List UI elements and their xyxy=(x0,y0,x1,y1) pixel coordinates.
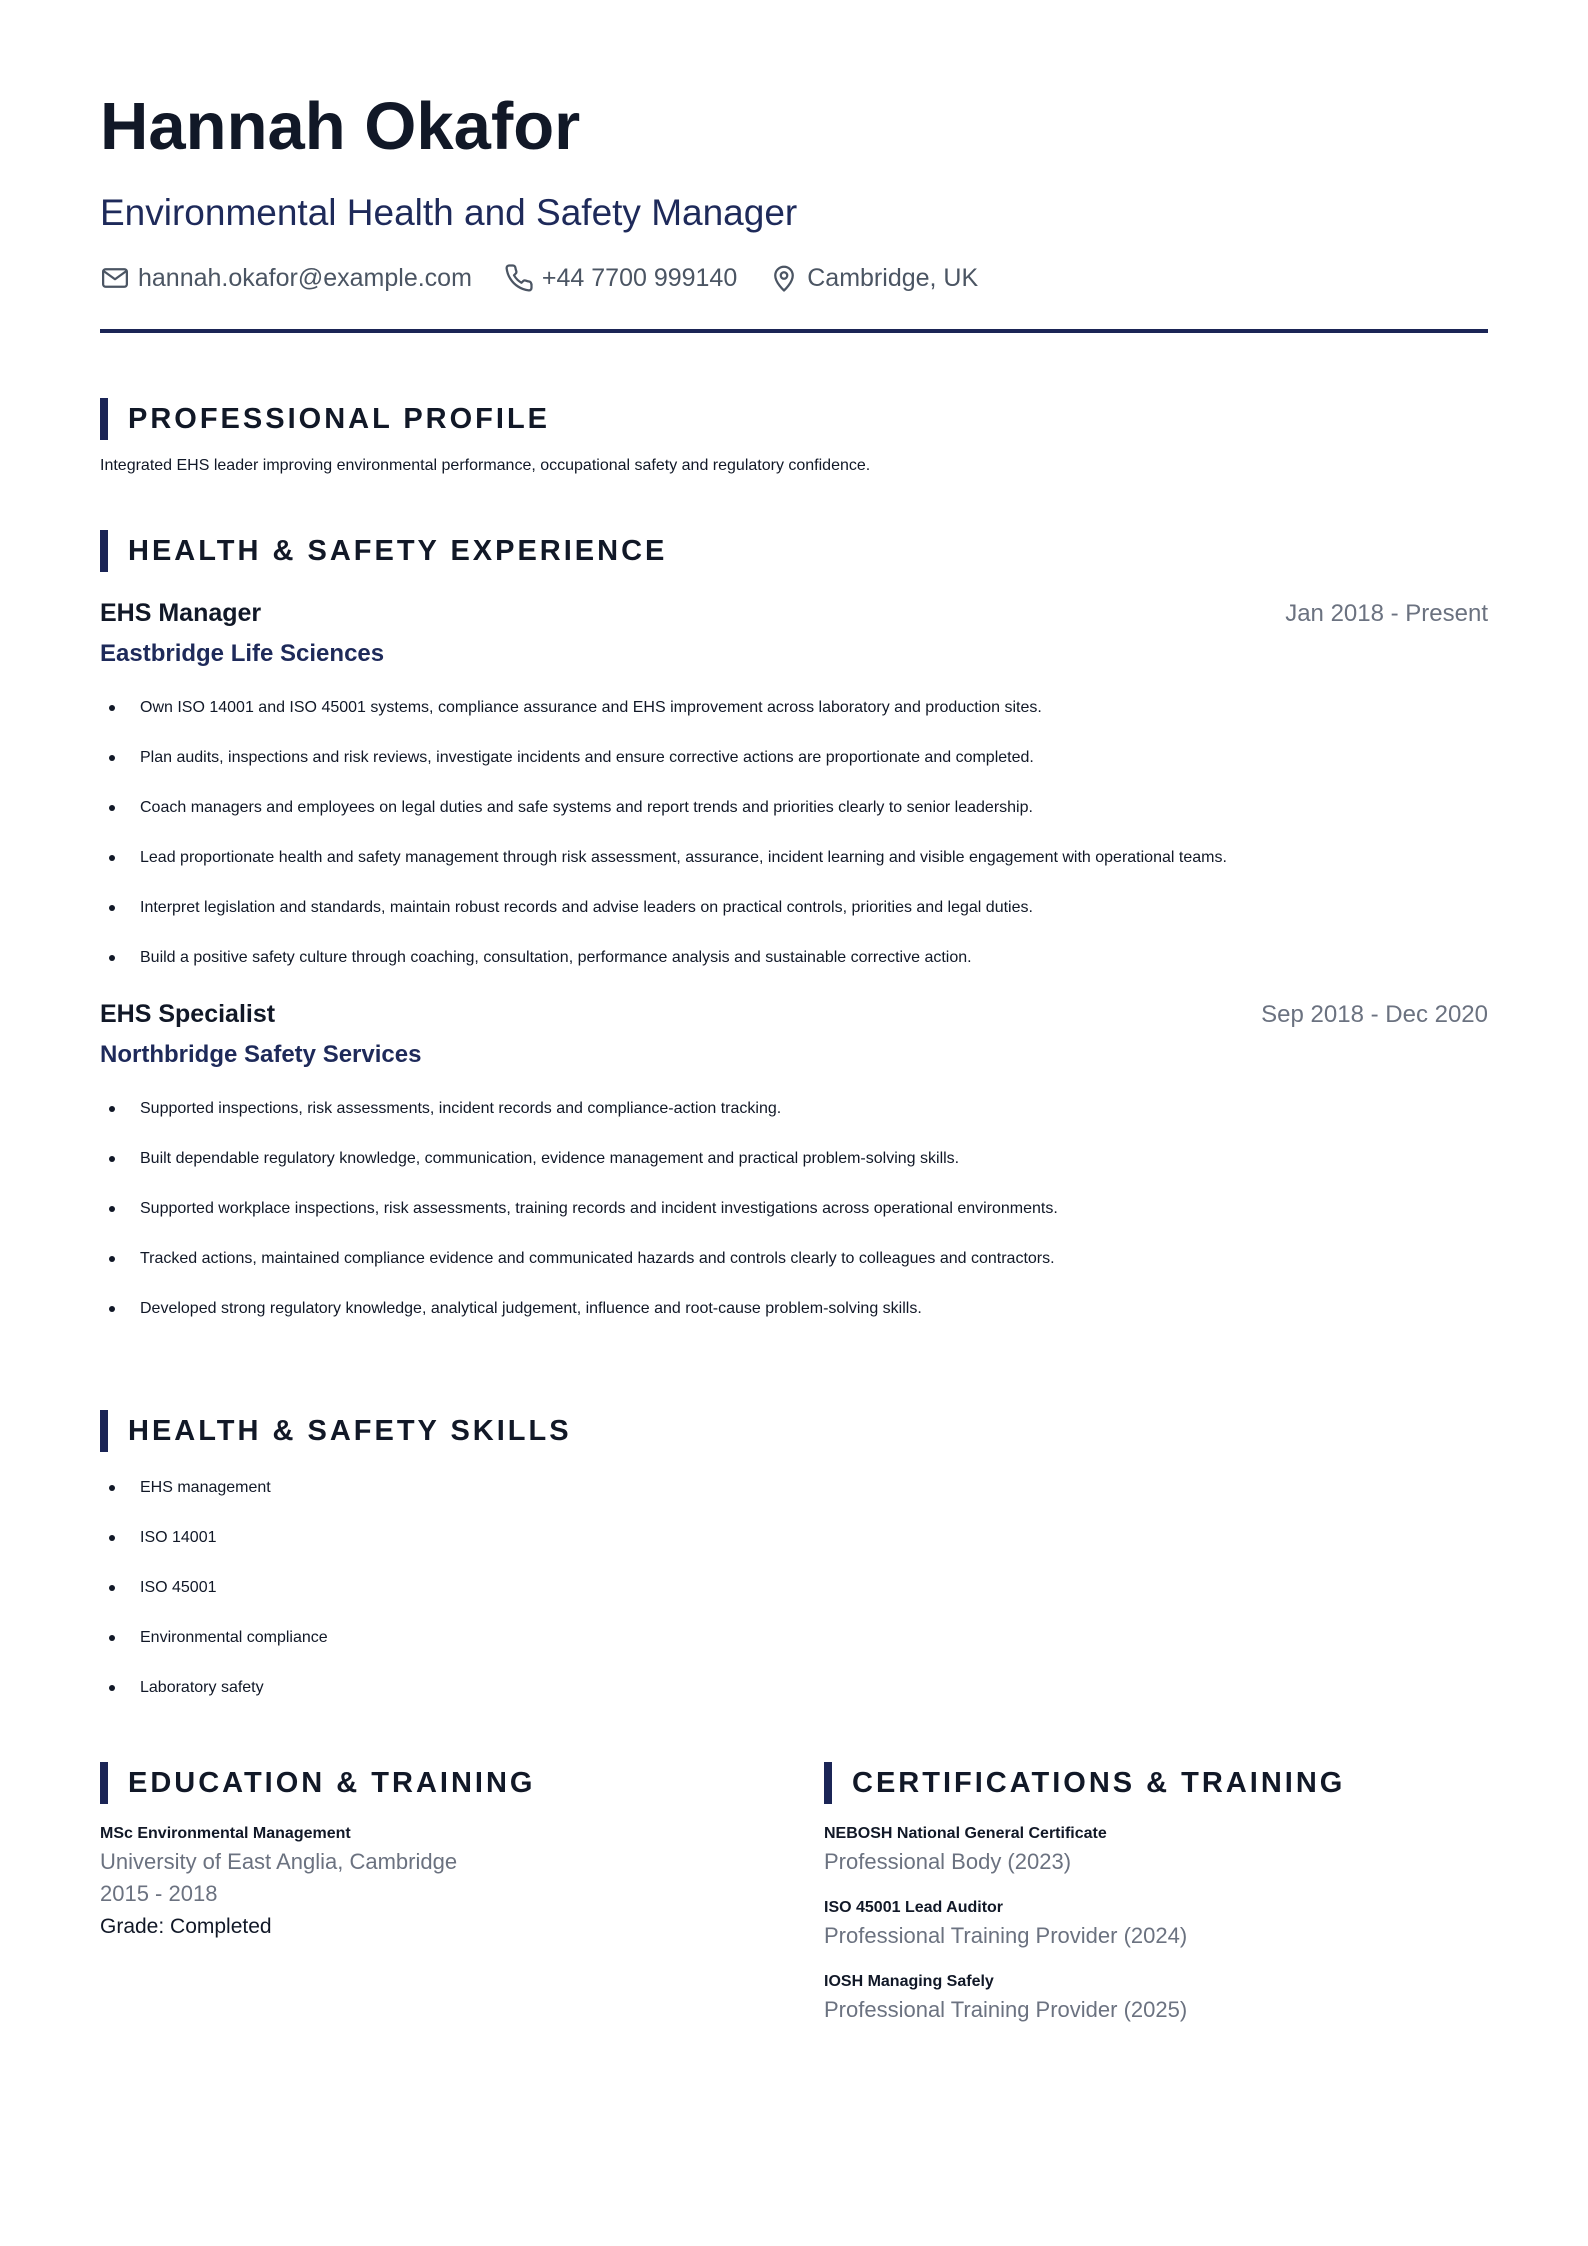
list-item: Interpret legislation and standards, maintain robust records and advise leaders on practical controls, priorities and legal duties. xyxy=(100,883,1488,933)
job-bullets xyxy=(100,1084,1488,1334)
job-entry xyxy=(100,599,1488,983)
education-dates: 2015 - 2018 xyxy=(100,1881,218,1907)
contact-phone[interactable] xyxy=(504,263,737,293)
profile-section xyxy=(100,397,1488,475)
section-accent-bar xyxy=(824,1762,832,1804)
location-text: Cambridge, UK xyxy=(807,263,979,292)
company-name: Northbridge Safety Services xyxy=(100,1041,422,1069)
section-accent-bar xyxy=(100,1410,108,1452)
two-column-section xyxy=(100,1761,1488,2047)
list-item: Developed strong regulatory knowledge, analytical judgement, influence and root-cause problem-solving skills. xyxy=(100,1284,1488,1334)
list-item: Lead proportionate health and safety management through risk assessment, assurance, incident learning and visible engagement with operational teams. xyxy=(100,833,1488,883)
education-section xyxy=(100,1761,824,2047)
section-accent-bar xyxy=(100,398,108,440)
section-heading xyxy=(100,1409,1488,1453)
skills-list xyxy=(100,1463,1488,1713)
experience-section xyxy=(100,529,1488,1334)
job-title: EHS Specialist xyxy=(100,1000,276,1029)
list-item: Coach managers and employees on legal duties and safe systems and report trends and priorities clearly to senior leadership. xyxy=(100,783,1488,833)
job-dates: Jan 2018 - Present xyxy=(1285,600,1488,628)
profile-heading: PROFESSIONAL PROFILE xyxy=(128,402,551,435)
profile-text: Integrated EHS leader improving environmental performance, occupational safety and regulatory confidence. xyxy=(100,457,871,475)
list-item: Plan audits, inspections and risk reviews, investigate incidents and ensure corrective actions are proportionate and completed. xyxy=(100,733,1488,783)
section-accent-bar xyxy=(100,530,108,572)
list-item: Environmental compliance xyxy=(100,1613,1488,1663)
header-divider xyxy=(100,329,1488,333)
list-item: ISO 14001 xyxy=(100,1513,1488,1563)
education-degree: MSc Environmental Management xyxy=(100,1825,351,1843)
resume-header xyxy=(100,88,1488,333)
job-header xyxy=(100,1000,1488,1029)
section-heading xyxy=(100,1761,824,1805)
certification-entry xyxy=(824,1973,1488,2023)
job-dates: Sep 2018 - Dec 2020 xyxy=(1261,1001,1488,1029)
job-header xyxy=(100,599,1488,628)
mail-icon xyxy=(100,263,130,293)
education-heading: EDUCATION & TRAINING xyxy=(128,1766,536,1799)
experience-heading: HEALTH & SAFETY EXPERIENCE xyxy=(128,534,668,567)
phone-text[interactable]: +44 7700 999140 xyxy=(541,263,738,292)
section-heading xyxy=(824,1761,1488,1805)
section-accent-bar xyxy=(100,1762,108,1804)
list-item: ISO 45001 xyxy=(100,1563,1488,1613)
certification-name: IOSH Managing Safely xyxy=(824,1973,994,1991)
contact-row xyxy=(100,263,1488,293)
certifications-heading: CERTIFICATIONS & TRAINING xyxy=(852,1766,1346,1799)
list-item: EHS management xyxy=(100,1463,1488,1513)
candidate-title: Environmental Health and Safety Manager xyxy=(100,192,798,234)
certifications-list xyxy=(824,1825,1488,2023)
candidate-name: Hannah Okafor xyxy=(100,89,581,164)
skills-heading: HEALTH & SAFETY SKILLS xyxy=(128,1414,572,1447)
list-item: Supported workplace inspections, risk assessments, training records and incident investigations across operational environments. xyxy=(100,1184,1488,1234)
job-title: EHS Manager xyxy=(100,599,262,628)
education-institution: University of East Anglia, Cambridge xyxy=(100,1849,458,1875)
certification-meta: Professional Training Provider (2024) xyxy=(824,1923,1188,1949)
certifications-section xyxy=(824,1761,1488,2047)
map-pin-icon xyxy=(769,263,799,293)
job-entry xyxy=(100,1000,1488,1334)
email-text[interactable]: hannah.okafor@example.com xyxy=(138,263,472,292)
list-item: Tracked actions, maintained compliance evidence and communicated hazards and controls clearly to colleagues and contractors. xyxy=(100,1234,1488,1284)
contact-location xyxy=(769,263,978,293)
certification-name: ISO 45001 Lead Auditor xyxy=(824,1899,1004,1917)
company-name: Eastbridge Life Sciences xyxy=(100,640,385,668)
section-heading xyxy=(100,529,1488,573)
education-entry xyxy=(100,1825,824,1939)
certification-meta: Professional Body (2023) xyxy=(824,1849,1072,1875)
list-item: Built dependable regulatory knowledge, communication, evidence management and practical problem-solving skills. xyxy=(100,1134,1488,1184)
contact-email[interactable] xyxy=(100,263,472,293)
education-grade: Grade: Completed xyxy=(100,1915,272,1939)
phone-icon xyxy=(504,263,534,293)
list-item: Laboratory safety xyxy=(100,1663,1488,1713)
certification-entry xyxy=(824,1899,1488,1949)
certification-meta: Professional Training Provider (2025) xyxy=(824,1997,1188,2023)
certification-entry xyxy=(824,1825,1488,1875)
list-item: Own ISO 14001 and ISO 45001 systems, compliance assurance and EHS improvement across laboratory and production sites. xyxy=(100,683,1488,733)
list-item: Supported inspections, risk assessments, incident records and compliance-action tracking. xyxy=(100,1084,1488,1134)
skills-section xyxy=(100,1409,1488,1713)
job-bullets xyxy=(100,683,1488,983)
list-item: Build a positive safety culture through coaching, consultation, performance analysis and sustainable corrective action. xyxy=(100,933,1488,983)
certification-name: NEBOSH National General Certificate xyxy=(824,1825,1107,1843)
section-heading xyxy=(100,397,1488,441)
